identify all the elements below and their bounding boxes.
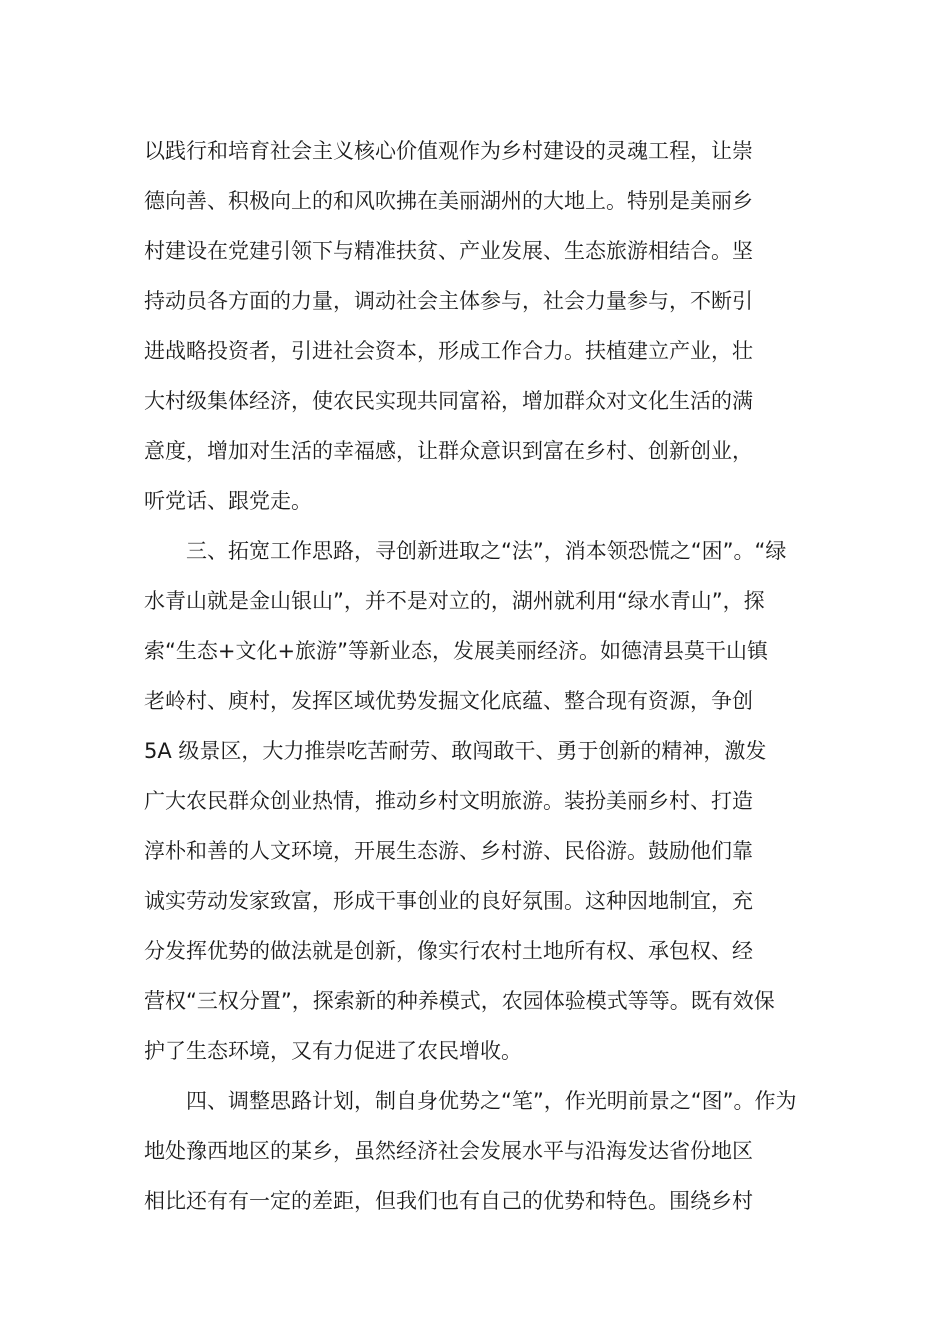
text-line: 护了生态环境，又有力促进了农民增收。	[144, 1039, 522, 1063]
text-line: 分发挥优势的做法就是创新，像实行农村土地所有权、承包权、经	[144, 939, 753, 963]
text-line: 相比还有有一定的差距，但我们也有自己的优势和特色。围绕乡村	[144, 1189, 753, 1213]
text-line: 营权“三权分置”，探索新的种养模式，农园体验模式等等。既有效保	[144, 989, 775, 1013]
text-line: 持动员各方面的力量，调动社会主体参与，社会力量参与，不断引	[144, 289, 753, 313]
text-line: 以践行和培育社会主义核心价值观作为乡村建设的灵魂工程，让崇	[144, 139, 753, 163]
text-line: 村建设在党建引领下与精准扶贫、产业发展、生态旅游相结合。坚	[144, 239, 753, 263]
text-line: 诚实劳动发家致富，形成干事创业的良好氛围。这种因地制宜，充	[144, 889, 753, 913]
text-line: 广大农民群众创业热情，推动乡村文明旅游。装扮美丽乡村、打造	[144, 789, 753, 813]
text-line: 听党话、跟党走。	[144, 489, 312, 513]
document-body	[144, 126, 809, 1226]
paragraph-1	[144, 126, 809, 526]
text-line: 进战略投资者，引进社会资本，形成工作合力。扶植建立产业，壮	[144, 339, 753, 363]
text-line: 水青山就是金山银山”，并不是对立的，湖州就利用“绿水青山”，探	[144, 589, 765, 613]
text-line: 5A 级景区，大力推崇吃苦耐劳、敢闯敢干、勇于创新的精神，激发	[144, 739, 767, 763]
text-line: 淳朴和善的人文环境，开展生态游、乡村游、民俗游。鼓励他们靠	[144, 839, 753, 863]
text-line: 地处豫西地区的某乡，虽然经济社会发展水平与沿海发达省份地区	[144, 1139, 753, 1163]
paragraph-2	[144, 526, 809, 1076]
text-line: 索“生态+文化+旅游”等新业态，发展美丽经济。如德清县莫干山镇	[144, 639, 768, 663]
text-line: 四、调整思路计划，制自身优势之“笔”，作光明前景之“图”。作为	[144, 1089, 797, 1113]
text-line: 大村级集体经济，使农民实现共同富裕，增加群众对文化生活的满	[144, 389, 753, 413]
paragraph-3	[144, 1076, 809, 1226]
text-line: 德向善、积极向上的和风吹拂在美丽湖州的大地上。特别是美丽乡	[144, 189, 753, 213]
text-line: 老岭村、庾村，发挥区域优势发掘文化底蕴、整合现有资源，争创	[144, 689, 753, 713]
text-line: 意度，增加对生活的幸福感，让群众意识到富在乡村、创新创业，	[144, 439, 753, 463]
text-line: 三、拓宽工作思路，寻创新进取之“法”，消本领恐慌之“困”。“绿	[144, 539, 787, 563]
